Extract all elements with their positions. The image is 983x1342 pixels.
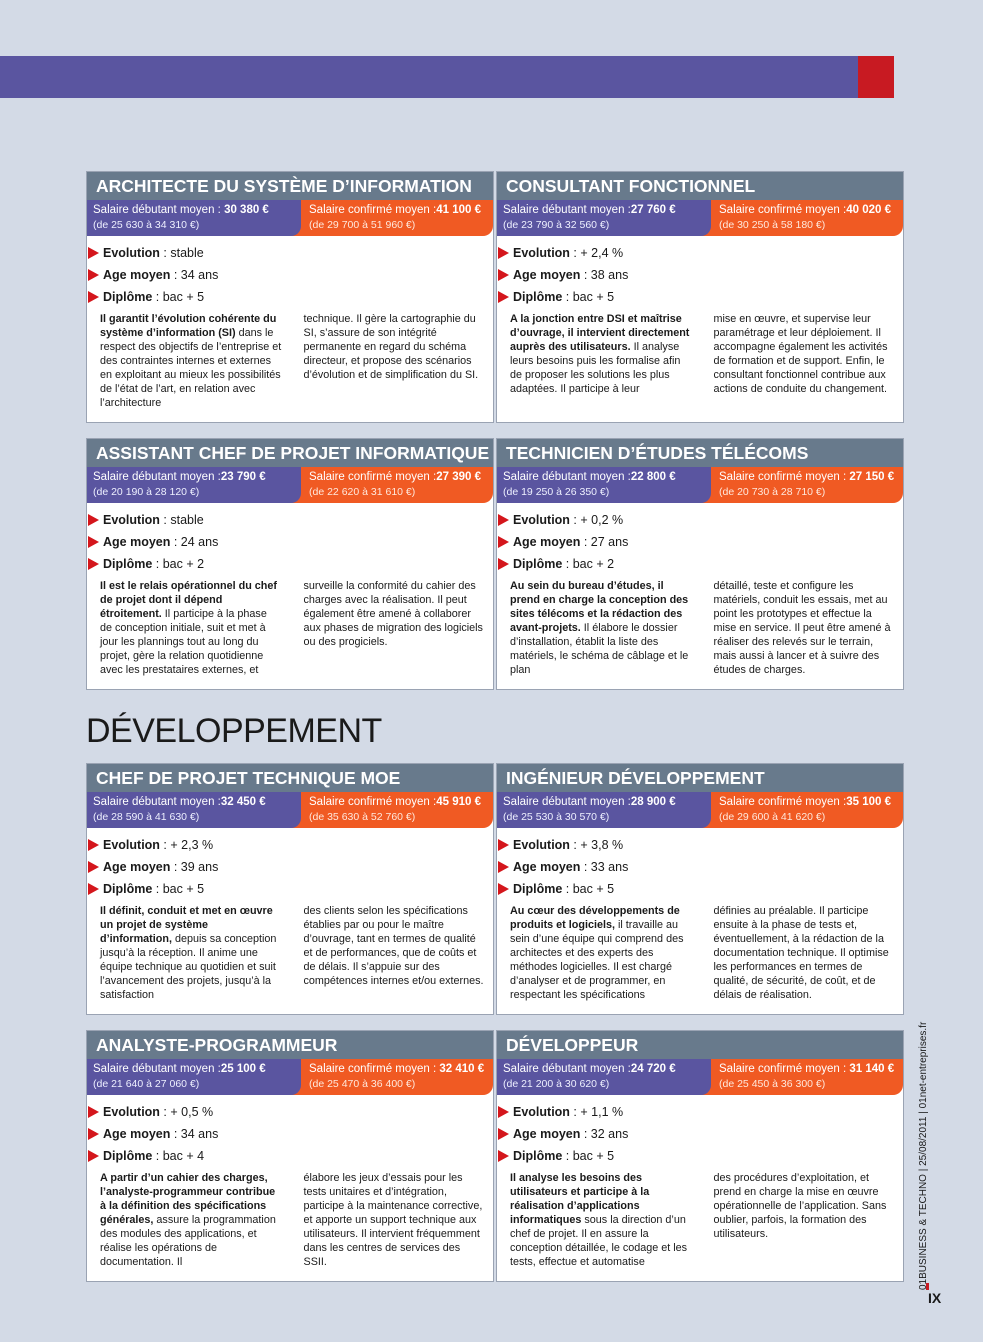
description-column-1 [510,312,692,396]
job-card [86,438,494,690]
section-title: DÉVELOPPEMENT [86,712,382,750]
salary-start-box [497,1059,711,1095]
arrow-right-icon [498,247,509,259]
salary-row [87,1059,493,1095]
arrow-right-icon [88,247,99,259]
salary-confirmed-value: 27 390 € [436,471,481,483]
fact-value: : 33 ans [580,860,629,874]
salary-start-value: 28 900 € [630,796,676,808]
fact-age [497,531,628,553]
salary-start-label: Salaire débutant moyen : [503,796,631,808]
salary-confirmed-box [693,1059,903,1095]
fact-diploma [497,553,628,575]
job-description [510,579,895,677]
salary-row [497,1059,903,1095]
salary-start-label: Salaire débutant moyen : [93,471,221,483]
fact-value: : 39 ans [170,860,219,874]
description-lead: Il garantit l’évolution cohérente du système d’information (SI) [100,313,277,339]
salary-confirmed-box [283,792,493,828]
header-band [0,56,858,98]
fact-label: Diplôme [103,557,153,571]
fact-label: Evolution [103,838,160,852]
arrow-right-icon [498,291,509,303]
salary-start-value: 25 100 € [220,1063,266,1075]
description-text: sous la direction d’un chef de projet. Il en assure la conception détaillée, le codage et les tests, effectue et automatise [510,1214,688,1268]
fact-value: : bac + 5 [562,882,615,896]
arrow-right-icon [88,514,99,526]
header-tab [858,56,894,98]
fact-age [87,264,218,286]
arrow-right-icon [498,883,509,895]
fact-diploma [87,286,218,308]
fact-evolution [87,509,218,531]
fact-value: : + 0,2 % [569,513,624,527]
fact-value: : 34 ans [170,268,219,282]
fact-label: Age moyen [513,1127,581,1141]
salary-confirmed-label: Salaire confirmé moyen : [719,204,847,216]
arrow-right-icon [498,536,509,548]
facts-list [497,834,628,900]
facts-list [87,242,218,308]
fact-label: Diplôme [103,1149,153,1163]
fact-label: Age moyen [513,860,581,874]
job-title: DÉVELOPPEUR [497,1031,903,1059]
job-title: ASSISTANT CHEF DE PROJET INFORMATIQUE [87,439,493,467]
arrow-right-icon [498,839,509,851]
salary-start-range: (de 19 250 à 26 350 €) [503,485,610,498]
fact-value: : bac + 5 [152,290,205,304]
salary-start-label: Salaire débutant moyen : [93,796,221,808]
salary-row [497,792,903,828]
arrow-right-icon [88,558,99,570]
salary-confirmed-box [283,200,493,236]
job-card [496,763,904,1015]
fact-label: Evolution [103,1105,160,1119]
job-card [86,1030,494,1282]
description-column-1 [100,1171,282,1269]
salary-start-value: 23 790 € [220,471,266,483]
salary-confirmed-label: Salaire confirmé moyen : [719,1063,850,1075]
job-card [86,763,494,1015]
description-column-2: définies au préalable. Il participe ensuite à la phase de tests et, éventuellement, à la rédaction de la documentation technique. Il optimise les performances en termes de qualité, de sécurité, de coût, et de délais de réalisation. [713,905,889,1001]
salary-start-label: Salaire débutant moyen : [93,1063,221,1075]
salary-start-range: (de 23 790 à 32 560 €) [503,218,610,231]
salary-confirmed-range: (de 20 730 à 28 710 €) [719,485,826,498]
job-card [496,438,904,690]
fact-age [497,856,628,878]
fact-value: : + 1,1 % [569,1105,624,1119]
arrow-right-icon [88,1128,99,1140]
arrow-right-icon [498,1150,509,1162]
salary-start-label: Salaire débutant moyen : [93,204,225,216]
fact-age [87,531,218,553]
fact-label: Age moyen [103,1127,171,1141]
job-title: TECHNICIEN D’ÉTUDES TÉLÉCOMS [497,439,903,467]
fact-value: : bac + 5 [152,882,205,896]
salary-confirmed-box [283,1059,493,1095]
fact-label: Evolution [103,513,160,527]
fact-label: Diplôme [103,290,153,304]
fact-value: : bac + 2 [152,557,205,571]
fact-label: Evolution [513,513,570,527]
arrow-right-icon [498,861,509,873]
fact-value: : stable [159,513,204,527]
salary-start-range: (de 25 530 à 30 570 €) [503,810,610,823]
fact-value: : + 2,4 % [569,246,624,260]
salary-confirmed-value: 35 100 € [846,796,891,808]
job-card [496,171,904,423]
arrow-right-icon [88,269,99,281]
salary-confirmed-range: (de 25 450 à 36 300 €) [719,1077,826,1090]
description-text: Il élabore le dossier d’installation, établit la liste des matériels, le schéma de câblage et le plan [510,622,689,676]
arrow-right-icon [498,514,509,526]
fact-evolution [497,509,628,531]
description-column-2: des clients selon les spécifications établies par ou pour le maître d’ouvrage, tant en termes de qualité et de performances, que de coûts et de délais. Il s’appuie sur des compétences internes et/ou externes. [303,905,484,987]
job-title: ARCHITECTE DU SYSTÈME D’INFORMATION [87,172,493,200]
salary-confirmed-box [693,467,903,503]
arrow-right-icon [498,558,509,570]
fact-value: : bac + 2 [562,557,615,571]
job-card [496,1030,904,1282]
fact-value: : stable [159,246,204,260]
description-column-1 [510,1171,692,1269]
arrow-right-icon [88,536,99,548]
salary-row [497,200,903,236]
description-lead: Il est le relais opérationnel du chef de projet dont il dépend étroitement. [100,580,277,620]
salary-row [87,200,493,236]
fact-evolution [497,242,628,264]
salary-confirmed-range: (de 35 630 à 52 760 €) [309,810,416,823]
job-description [510,1171,895,1269]
salary-confirmed-range: (de 22 620 à 31 610 €) [309,485,416,498]
fact-value: : 24 ans [170,535,219,549]
salary-confirmed-value: 31 140 € [849,1063,895,1075]
description-column-1 [510,904,692,1002]
job-title: CHEF DE PROJET TECHNIQUE MOE [87,764,493,792]
arrow-right-icon [88,839,99,851]
fact-label: Diplôme [513,290,563,304]
job-description [510,312,895,396]
fact-evolution [87,1101,218,1123]
fact-value: : 38 ans [580,268,629,282]
salary-confirmed-value: 45 910 € [436,796,481,808]
salary-start-range: (de 28 590 à 41 630 €) [93,810,200,823]
description-lead: A la jonction entre DSI et maîtrise d’ouvrage, il intervient directement auprès des utilisateurs. [510,313,690,353]
job-title: CONSULTANT FONCTIONNEL [497,172,903,200]
salary-confirmed-box [693,200,903,236]
fact-label: Age moyen [513,535,581,549]
description-column-1 [100,312,282,410]
fact-value: : bac + 5 [562,290,615,304]
page-number: IX [928,1290,942,1306]
salary-confirmed-range: (de 29 600 à 41 620 €) [719,810,826,823]
fact-label: Age moyen [513,268,581,282]
fact-label: Diplôme [513,1149,563,1163]
fact-diploma [87,878,218,900]
fact-label: Diplôme [103,882,153,896]
fact-value: : 27 ans [580,535,629,549]
salary-start-box [497,467,711,503]
description-column-2: détaillé, teste et configure les matériels, conduit les essais, met au point les prototypes et effectue la mise en service. Il peut être amené à réaliser des relevés sur le terrain, mais aussi à lancer et à suivre des études de charges. [713,580,891,676]
fact-label: Age moyen [103,535,171,549]
job-card [86,171,494,423]
job-description [510,904,895,1002]
arrow-right-icon [498,1106,509,1118]
description-column-2: surveille la conformité du cahier des charges avec la réalisation. Il peut également être amené à collaborer aux phases de migration des logiciels ou des progiciels. [303,580,483,648]
arrow-right-icon [88,1106,99,1118]
job-title: INGÉNIEUR DÉVELOPPEMENT [497,764,903,792]
fact-value: : bac + 4 [152,1149,205,1163]
salary-row [87,792,493,828]
salary-confirmed-label: Salaire confirmé moyen : [719,471,850,483]
salary-start-value: 24 720 € [630,1063,676,1075]
fact-age [87,856,218,878]
fact-diploma [497,1145,628,1167]
salary-start-box [497,200,711,236]
description-column-1 [100,579,282,677]
description-column-2: élabore les jeux d’essais pour les tests unitaires et d’intégration, participe à la maintenance corrective, et apporte un support technique aux utilisateurs. Il intervient fréquemment dans les centres de services des SSII. [303,1172,483,1268]
salary-start-value: 27 760 € [630,204,676,216]
salary-confirmed-box [283,467,493,503]
salary-confirmed-range: (de 30 250 à 58 180 €) [719,218,826,231]
salary-confirmed-label: Salaire confirmé moyen : [309,796,437,808]
fact-value: : + 0,5 % [159,1105,214,1119]
description-text: dans le respect des objectifs de l’entreprise et des contraintes internes et externes en exploitant au mieux les possibilités de l’état de l’art, en relation avec l’architecture [100,327,282,409]
facts-list [87,1101,218,1167]
fact-diploma [87,553,218,575]
salary-start-value: 32 450 € [220,796,266,808]
fact-diploma [497,878,628,900]
arrow-right-icon [498,1128,509,1140]
salary-confirmed-box [693,792,903,828]
description-lead: Au cœur des développements de produits et logiciels, [510,905,680,931]
salary-start-label: Salaire débutant moyen : [503,471,631,483]
fact-evolution [87,834,218,856]
facts-list [497,1101,628,1167]
description-text: depuis sa conception jusqu’à la réception. Il anime une équipe technique au quotidien et suit l’avancement des projets, jusqu’à la satisfaction [100,933,277,1001]
arrow-right-icon [88,1150,99,1162]
salary-start-range: (de 25 630 à 34 310 €) [93,218,200,231]
fact-label: Evolution [513,246,570,260]
fact-evolution [497,1101,628,1123]
fact-diploma [497,286,628,308]
job-description [100,312,485,410]
description-text: assure la programmation des modules des applications, et réalise les opérations de documentation. Il [100,1214,276,1268]
fact-label: Diplôme [513,557,563,571]
description-column-1 [100,904,282,1002]
salary-confirmed-value: 41 100 € [436,204,481,216]
fact-label: Evolution [513,1105,570,1119]
description-text: il travaille au sein d’une équipe qui comprend des architectes et des experts des méthodes logicielles. Il est chargé d’analyser et de programmer, en respectant les spécifications [510,919,684,1001]
salary-confirmed-range: (de 29 700 à 51 960 €) [309,218,416,231]
salary-start-range: (de 21 200 à 30 620 €) [503,1077,610,1090]
arrow-right-icon [498,269,509,281]
salary-start-label: Salaire débutant moyen : [503,204,631,216]
salary-row [87,467,493,503]
salary-start-box [87,467,301,503]
salary-confirmed-label: Salaire confirmé moyen : [719,796,847,808]
description-lead: A partir d’un cahier des charges, l’analyste-programmeur contribue à la définition des spécifications générales, [100,1172,276,1226]
salary-confirmed-label: Salaire confirmé moyen : [309,1063,440,1075]
fact-age [87,1123,218,1145]
description-column-2: mise en œuvre, et supervise leur paramétrage et leur déploiement. Il accompagne également les activités de formation et de support. Enfin, le consultant fonctionnel contribue aux actions de conduite du changement. [713,313,888,395]
arrow-right-icon [88,291,99,303]
salary-start-box [87,1059,301,1095]
fact-age [497,1123,628,1145]
job-description [100,904,485,1002]
fact-evolution [497,834,628,856]
salary-start-range: (de 21 640 à 27 060 €) [93,1077,200,1090]
job-title: ANALYSTE-PROGRAMMEUR [87,1031,493,1059]
description-lead: Au sein du bureau d’études, il prend en charge la conception des sites télécoms et la rédaction des avant-projets. [510,580,689,634]
salary-start-value: 30 380 € [224,204,269,216]
salary-start-label: Salaire débutant moyen : [503,1063,631,1075]
facts-list [87,834,218,900]
fact-value: : + 2,3 % [159,838,214,852]
description-column-2: technique. Il gère la cartographie du SI, s’assure de son intégrité permanente en regard du schéma directeur, et propose des scénarios d’évolution et de simplification du SI. [303,313,479,381]
fact-label: Age moyen [103,268,171,282]
description-column-2: des procédures d’exploitation, et prend en charge la mise en œuvre opérationnelle de l’application. Sans oublier, parfois, la formation des utilisateurs. [713,1172,887,1240]
fact-value: : 32 ans [580,1127,629,1141]
job-description [100,579,485,677]
salary-confirmed-value: 40 020 € [846,204,891,216]
salary-confirmed-label: Salaire confirmé moyen : [309,204,437,216]
fact-evolution [87,242,218,264]
salary-start-box [87,792,301,828]
fact-diploma [87,1145,218,1167]
description-lead: Il analyse les besoins des utilisateurs et participe à la réalisation d’applications informatiques [510,1172,650,1226]
fact-label: Evolution [513,838,570,852]
salary-confirmed-value: 27 150 € [849,471,895,483]
fact-age [497,264,628,286]
description-text: Il analyse leurs besoins puis les formalise afin de proposer les solutions les plus adaptées. Il participe à leur [510,341,681,395]
side-footer-text: 01BUSINESS & TECHNO | 25/08/2011 | 01net-entreprises.fr [918,1021,929,1290]
arrow-right-icon [88,883,99,895]
salary-confirmed-label: Salaire confirmé moyen : [309,471,437,483]
salary-row [497,467,903,503]
salary-start-box [87,200,301,236]
salary-start-box [497,792,711,828]
facts-list [87,509,218,575]
fact-value: : 34 ans [170,1127,219,1141]
salary-start-range: (de 20 190 à 28 120 €) [93,485,200,498]
description-column-1 [510,579,692,677]
description-lead: Il définit, conduit et met en œuvre un projet de système d’information, [100,905,273,945]
fact-value: : + 3,8 % [569,838,624,852]
salary-start-value: 22 800 € [630,471,676,483]
fact-label: Diplôme [513,882,563,896]
facts-list [497,509,628,575]
fact-value: : bac + 5 [562,1149,615,1163]
arrow-right-icon [88,861,99,873]
description-text: Il participe à la phase de conception initiale, suit et met à jour les plannings tout au long du projet, gère la relation quotidienne avec les prestataires externes, et [100,608,267,676]
salary-confirmed-value: 32 410 € [439,1063,485,1075]
fact-label: Age moyen [103,860,171,874]
fact-label: Evolution [103,246,160,260]
facts-list [497,242,628,308]
job-description [100,1171,485,1269]
salary-confirmed-range: (de 25 470 à 36 400 €) [309,1077,416,1090]
